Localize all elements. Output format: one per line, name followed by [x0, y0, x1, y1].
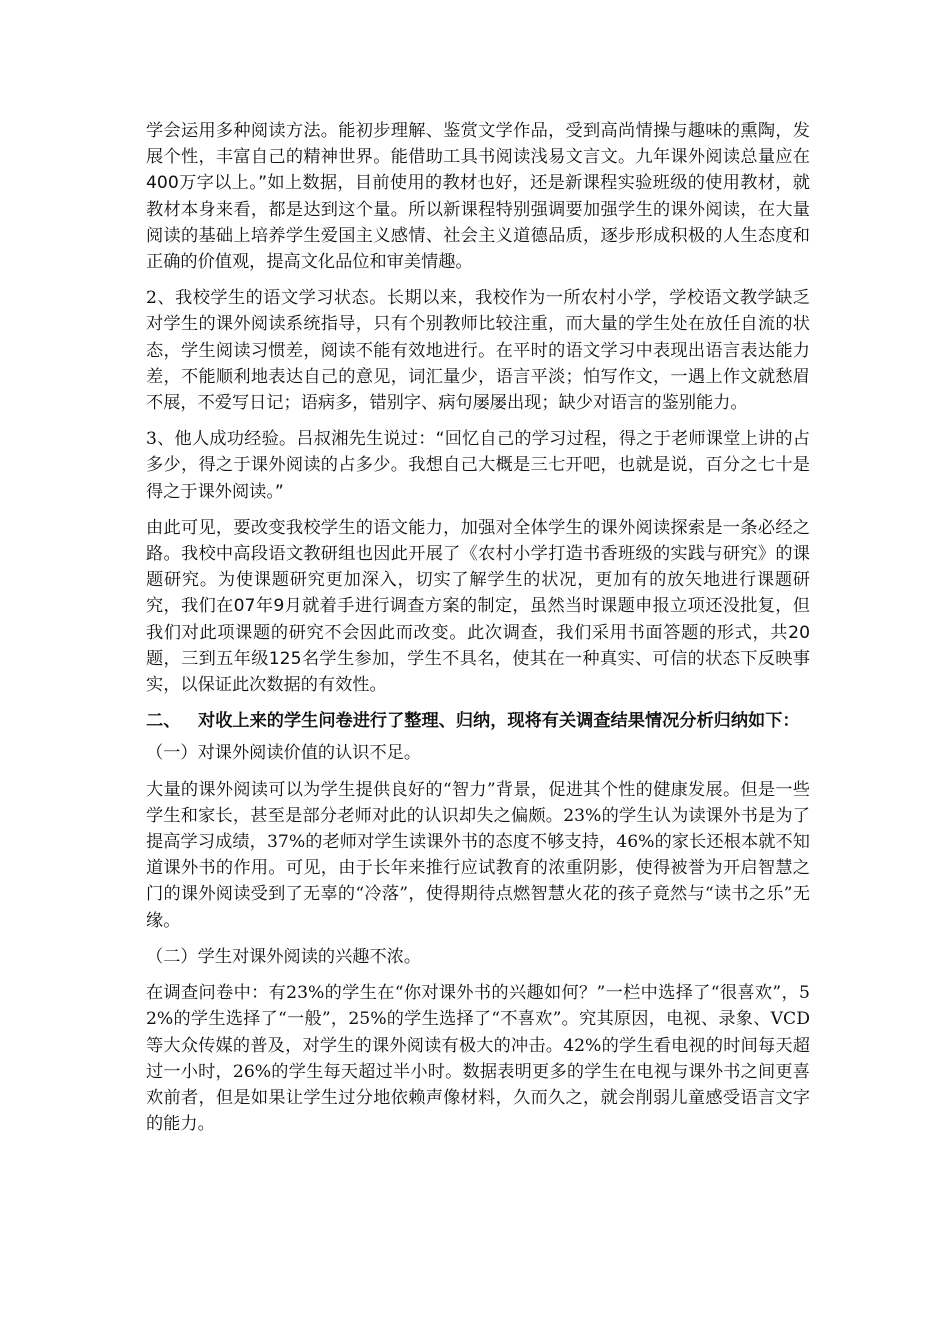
paragraph-survey-method: 由此可见，要改变我校学生的语文能力，加强对全体学生的课外阅读探索是一条必经之路。我校中高段语文教研组也因此开展了《农村小学打造书香班级的实践与研究》的课题研究。为使课题研究更加深入，切实了解学生的状况，更加有的放矢地进行课题研究，我们在07年9月就着手进行调查方案的制定，虽然当时课题申报立项还没批复，但我们对此项课题的研究不会因此而改变。此次调查，我们采用书面答题的形式，共20题，三到五年级125名学生参加，学生不具名，使其在一种真实、可信的状态下反映事实，以保证此次数据的有效性。 — [146, 517, 810, 696]
section-2-title: 对收上来的学生问卷进行了整理、归纳，现将有关调查结果情况分析归纳如下： — [198, 711, 800, 732]
paragraph-success-experience-lead: 3、他人成功经验。 — [146, 429, 297, 450]
subsection-1-body: 大量的课外阅读可以为学生提供良好的“智力”背景，促进其个性的健康发展。但是一些学生和家长，甚至是部分老师对此的认识却失之偏颇。23%的学生认为读课外书是为了提高学习成绩，37%的老师对学生读课外书的态度不够支持，46%的家长还根本就不知道课外书的作用。可见，由于长年来推行应试教育的浓重阴影，使得被誉为开启智慧之门的课外阅读受到了无辜的“冷落”，使得期待点燃智慧火花的孩子竟然与“读书之乐”无缘。 — [146, 779, 810, 931]
subsection-1-title: （一）对课外阅读价值的认识不足。 — [146, 743, 422, 764]
subsection-2-body: 在调查问卷中：有23%的学生在“你对课外书的兴趣如何？”一栏中选择了“很喜欢”，52%的学生选择了“一般”，25%的学生选择了“不喜欢”。究其原因，电视、录象、VCD等大众传媒的普及，对学生的课外阅读有极大的冲击。42%的学生看电视的时间每天超过一小时，26%的学生每天超过半小时。数据表明更多的学生在电视与课外书之间更喜欢前者，但是如果让学生过分地依赖声像材料，久而久之，就会削弱儿童感受语言文字的能力。 — [146, 983, 810, 1135]
document-page — [146, 118, 810, 1147]
section-2-number: 二、 — [146, 711, 181, 732]
paragraph-success-experience — [146, 426, 810, 505]
paragraph-learning-state-lead: 2、我校学生的语文学习状态。 — [146, 288, 387, 309]
section-2-heading — [146, 708, 810, 734]
paragraph-reading-standards: 学会运用多种阅读方法。能初步理解、鉴赏文学作品，受到高尚情操与趣味的熏陶，发展个性，丰富自己的精神世界。能借助工具书阅读浅易文言文。九年课外阅读总量应在400万字以上。”如上数据，目前使用的教材也好，还是新课程实验班级的使用教材，就教材本身来看，都是达到这个量。所以新课程特别强调要加强学生的课外阅读，在大量阅读的基础上培养学生爱国主义感情、社会主义道德品质，逐步形成积极的人生态度和正确的价值观，提高文化品位和审美情趣。 — [146, 121, 810, 273]
paragraph-success-experience-body: 吕叔湘先生说过：“回忆自己的学习过程，得之于老师课堂上讲的占多少，得之于课外阅读的占多少。我想自己大概是三七开吧，也就是说，百分之七十是得之于课外阅读。” — [146, 429, 810, 502]
subsection-2-title: （二）学生对课外阅读的兴趣不浓。 — [146, 946, 422, 967]
paragraph-learning-state-body: 长期以来，我校作为一所农村小学，学校语文教学缺乏对学生的课外阅读系统指导，只有个别教师比较注重，而大量的学生处在放任自流的状态，学生阅读习惯差，阅读不能有效地进行。在平时的语文学习中表现出语言表达能力差，不能顺利地表达自己的意见，词汇量少，语言平淡；怕写作文，一遇上作文就愁眉不展，不爱写日记；语病多，错别字、病句屡屡出现；缺少对语言的鉴别能力。 — [146, 288, 810, 414]
paragraph-learning-state — [146, 285, 810, 416]
